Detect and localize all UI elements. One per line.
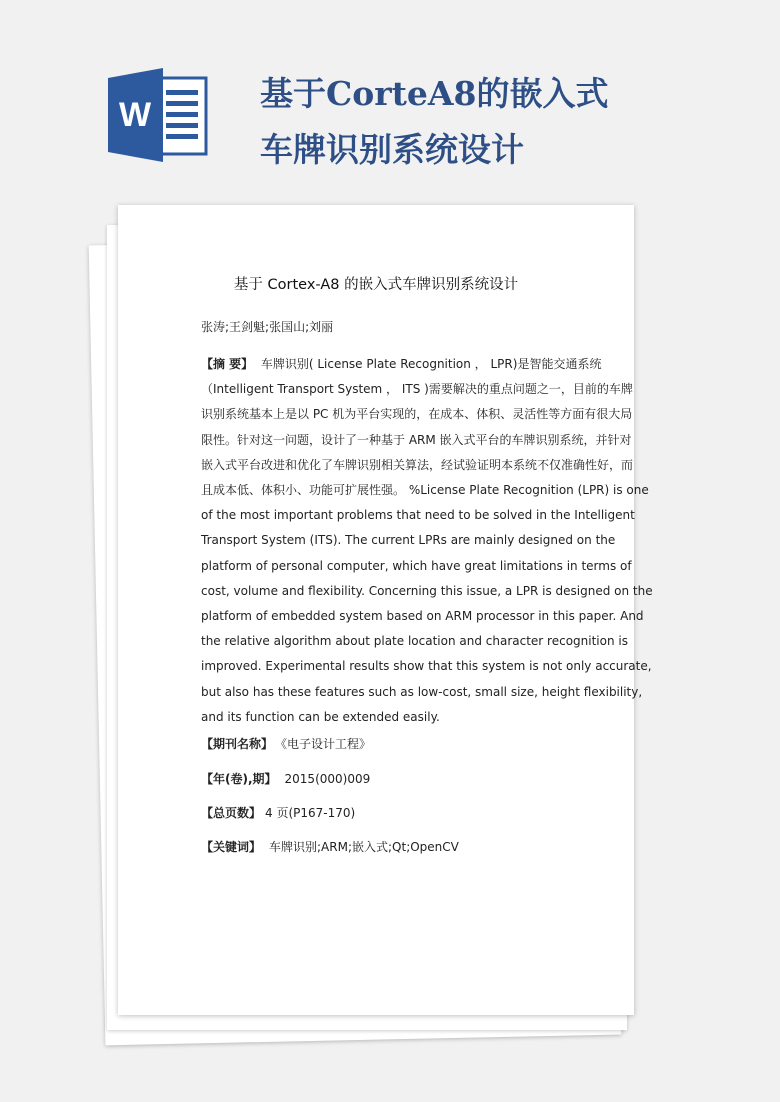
abstract-line: platform of personal computer, which have great limitations in terms of xyxy=(201,558,632,573)
pages-value: 4 页(P167-170) xyxy=(265,806,356,820)
pages-field xyxy=(201,804,355,821)
abstract-line: 且成本低、体积小、功能可扩展性强。 %License Plate Recognition (LPR) is one xyxy=(201,483,649,498)
abstract-line: 嵌入式平台改进和优化了车牌识别相关算法，经试验证明本系统不仅准确性好，而 xyxy=(201,457,634,472)
abstract-label: 【摘 要】 xyxy=(201,357,254,371)
keywords-label: 【关键词】 xyxy=(201,840,262,854)
hero-title xyxy=(260,66,608,178)
journal-field xyxy=(201,735,371,752)
abstract-line: 识别系统基本上是以 PC 机为平台实现的，在成本、体积、灵活性等方面有很大局 xyxy=(201,407,633,422)
abstract-line: cost, volume and flexibility. Concerning this issue, a LPR is designed on the xyxy=(201,583,653,598)
abstract-line: of the most important problems that need to be solved in the Intelligent xyxy=(201,508,635,523)
issue-value: 2015(000)009 xyxy=(284,772,371,786)
abstract-line: platform of embedded system based on ARM processor in this paper. And xyxy=(201,609,644,624)
abstract-line: （Intelligent Transport System ， ITS )需要解决的重点问题之一，目前的车牌 xyxy=(201,382,633,397)
keywords-field xyxy=(201,838,459,855)
journal-value: 《电子设计工程》 xyxy=(281,737,372,751)
abstract-line: Transport System (ITS). The current LPRs are mainly designed on the xyxy=(201,533,616,548)
hero-title-line2: 车牌识别系统设计 xyxy=(260,130,524,169)
abstract-line: 限性。针对这一问题，设计了一种基于 ARM 嵌入式平台的车牌识别系统，并针对 xyxy=(201,432,632,447)
hero-title-line1: 基于CorteA8的嵌入式 xyxy=(260,74,609,113)
svg-text:W: W xyxy=(118,96,152,134)
keywords-value: 车牌识别;ARM;嵌入式;Qt;OpenCV xyxy=(269,840,459,854)
abstract-line: 车牌识别( License Plate Recognition ， LPR)是智能交通系统 xyxy=(260,357,602,371)
word-logo-icon xyxy=(108,68,208,162)
pages-label: 【总页数】 xyxy=(201,806,262,820)
authors: 张涛;王剑魁;张国山;刘丽 xyxy=(201,320,334,334)
abstract-line: but also has these features such as low-cost, small size, height flexibility, xyxy=(201,684,643,699)
abstract-line: improved. Experimental results show that this system is not only accurate, xyxy=(201,659,652,674)
abstract-line: and its function can be extended easily. xyxy=(201,709,440,724)
abstract-line: the relative algorithm about plate location and character recognition is xyxy=(201,634,628,649)
journal-label: 【期刊名称】 xyxy=(201,737,274,751)
document-page xyxy=(118,205,653,1015)
document-title: 基于 Cortex-A8 的嵌入式车牌识别系统设计 xyxy=(233,277,519,293)
abstract xyxy=(201,352,653,730)
issue-label: 【年(卷),期】 xyxy=(201,772,277,786)
issue-field xyxy=(201,770,370,787)
